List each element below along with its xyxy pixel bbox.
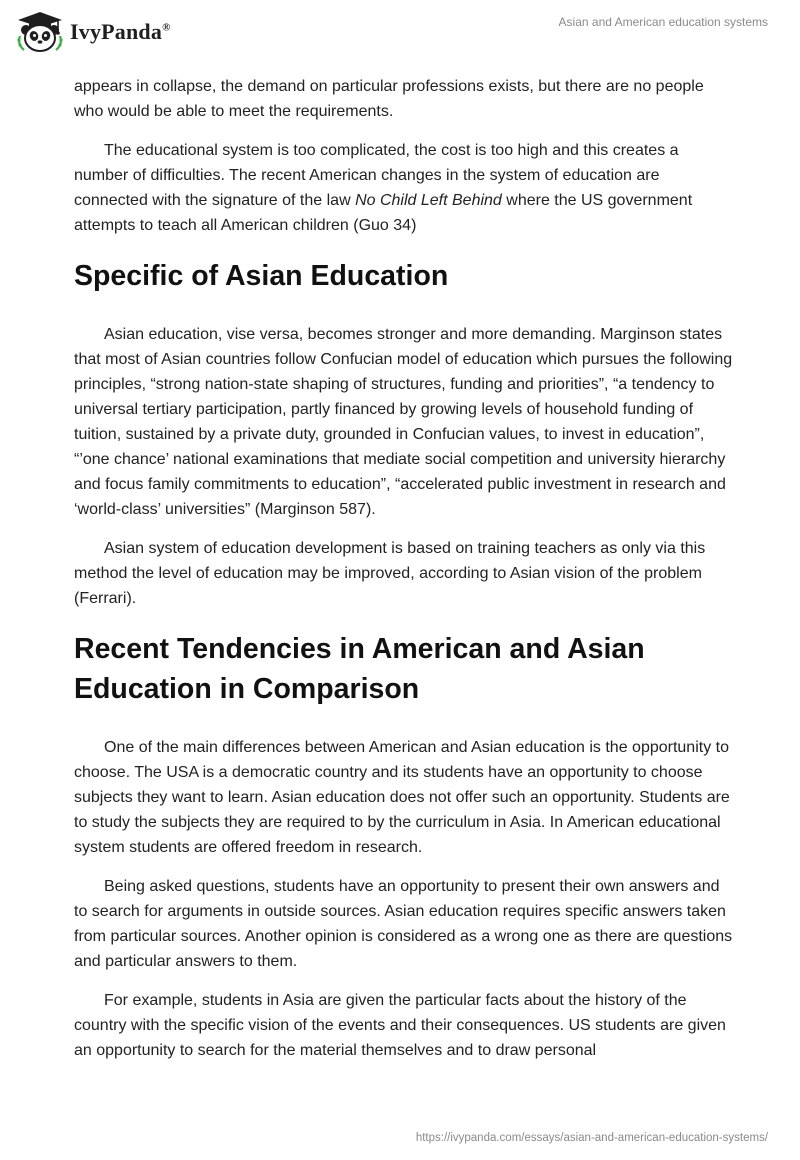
paragraph: The educational system is too complicated, the cost is too high and this creates a number of difficulties. The recent American changes in the system of education are connected with the signature of the law No Child Left Behind where the US government attempts to teach all American children (Guo 34) — [74, 142, 693, 234]
ivypanda-logo[interactable] — [14, 10, 171, 54]
law-title: No Child Left Behind — [355, 192, 502, 209]
paragraph: Being asked questions, students have an opportunity to present their own answers and to search for arguments in outside sources. Asian education requires specific answers taken from particular sources. Another opinion is considered as a wrong one as there are questions and particular answers to them. — [74, 878, 733, 970]
paragraph: One of the main differences between American and Asian education is the opportunity to choose. The USA is a democratic country and its students have an opportunity to choose subjects they want to learn. Asian education does not offer such an opportunity. Students are to study the subjects they are required to by the curriculum in Asia. In American educational system students are offered freedom in research. — [74, 739, 730, 856]
paragraph: For example, students in Asia are given the particular facts about the history of the country with the specific vision of the events and their consequences. US students are given an opportunity to search for the material themselves and to draw personal — [74, 992, 726, 1059]
paragraph-continued: appears in collapse, the demand on particular professions exists, but there are no people who would be able to meet the requirements. — [74, 78, 704, 120]
panda-graduate-icon — [14, 10, 66, 54]
page-header — [0, 0, 800, 62]
document-title: Asian and American education systems — [558, 15, 768, 29]
paragraph: Asian education, vise versa, becomes stronger and more demanding. Marginson states that most of Asian countries follow Confucian model of education which pursues the following principles, “strong nation-state shaping of structures, funding and priorities”, “a tendency to universal tertiary participation, partly financed by growing levels of household funding of tuition, sustained by a private duty, grounded in Confucian values, to invest in education”, “’one chance’ national examinations that mediate social competition and university hierarchy and focus family commitments to education”, “accelerated public investment in research and ‘world-class’ universities” (Marginson 587). — [74, 326, 733, 518]
brand-name: IvyPanda® — [70, 19, 171, 44]
essay-body — [74, 74, 734, 1077]
section-heading-recent-tendencies: Recent Tendencies in American and Asian Education in Comparison — [74, 633, 645, 705]
paragraph: Asian system of education development is based on training teachers as only via this method the level of education may be improved, according to Asian vision of the problem (Ferrari). — [74, 540, 706, 607]
section-heading-asian-education: Specific of Asian Education — [74, 260, 449, 292]
source-url[interactable]: https://ivypanda.com/essays/asian-and-american-education-systems/ — [415, 1132, 768, 1144]
